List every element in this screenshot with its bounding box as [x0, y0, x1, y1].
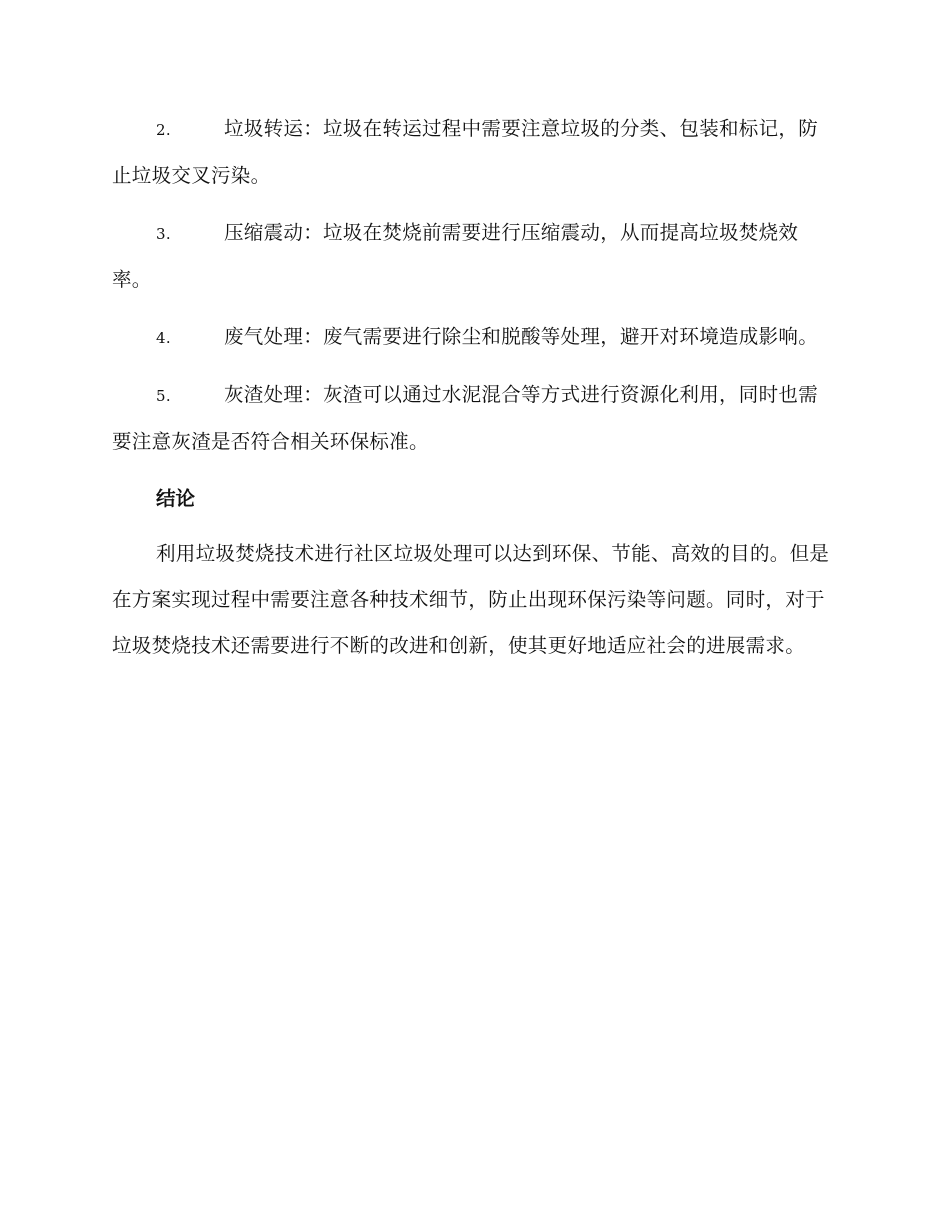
- document-body: [112, 106, 836, 669]
- conclusion-paragraph: 利用垃圾焚烧技术进行社区垃圾处理可以达到环保、节能、高效的目的。但是在方案实现过程中需要注意各种技术细节，防止出现环保污染等问题。同时，对于垃圾焚烧技术还需要进行不断的改进和创新，使其更好地适应社会的进展需求。: [112, 542, 830, 657]
- conclusion-heading: 结论: [156, 487, 196, 510]
- list-item-5: [112, 372, 836, 465]
- list-text: 废气处理：废气需要进行除尘和脱酸等处理，避开对环境造成影响。: [224, 325, 819, 348]
- list-number: 4.: [156, 329, 171, 347]
- list-text: 压缩震动：垃圾在焚烧前需要进行压缩震动，从而提高垃圾焚烧效率。: [112, 221, 799, 291]
- list-text: 灰渣处理：灰渣可以通过水泥混合等方式进行资源化利用，同时也需要注意灰渣是否符合相关环保标准。: [112, 383, 819, 453]
- list-number: 2.: [156, 121, 171, 139]
- list-number: 5.: [156, 387, 171, 405]
- list-number: 3.: [156, 225, 171, 243]
- list-item-2: [112, 106, 836, 199]
- list-item-4: [112, 314, 836, 361]
- list-item-3: [112, 210, 836, 303]
- list-text: 垃圾转运：垃圾在转运过程中需要注意垃圾的分类、包装和标记，防止垃圾交叉污染。: [112, 117, 819, 187]
